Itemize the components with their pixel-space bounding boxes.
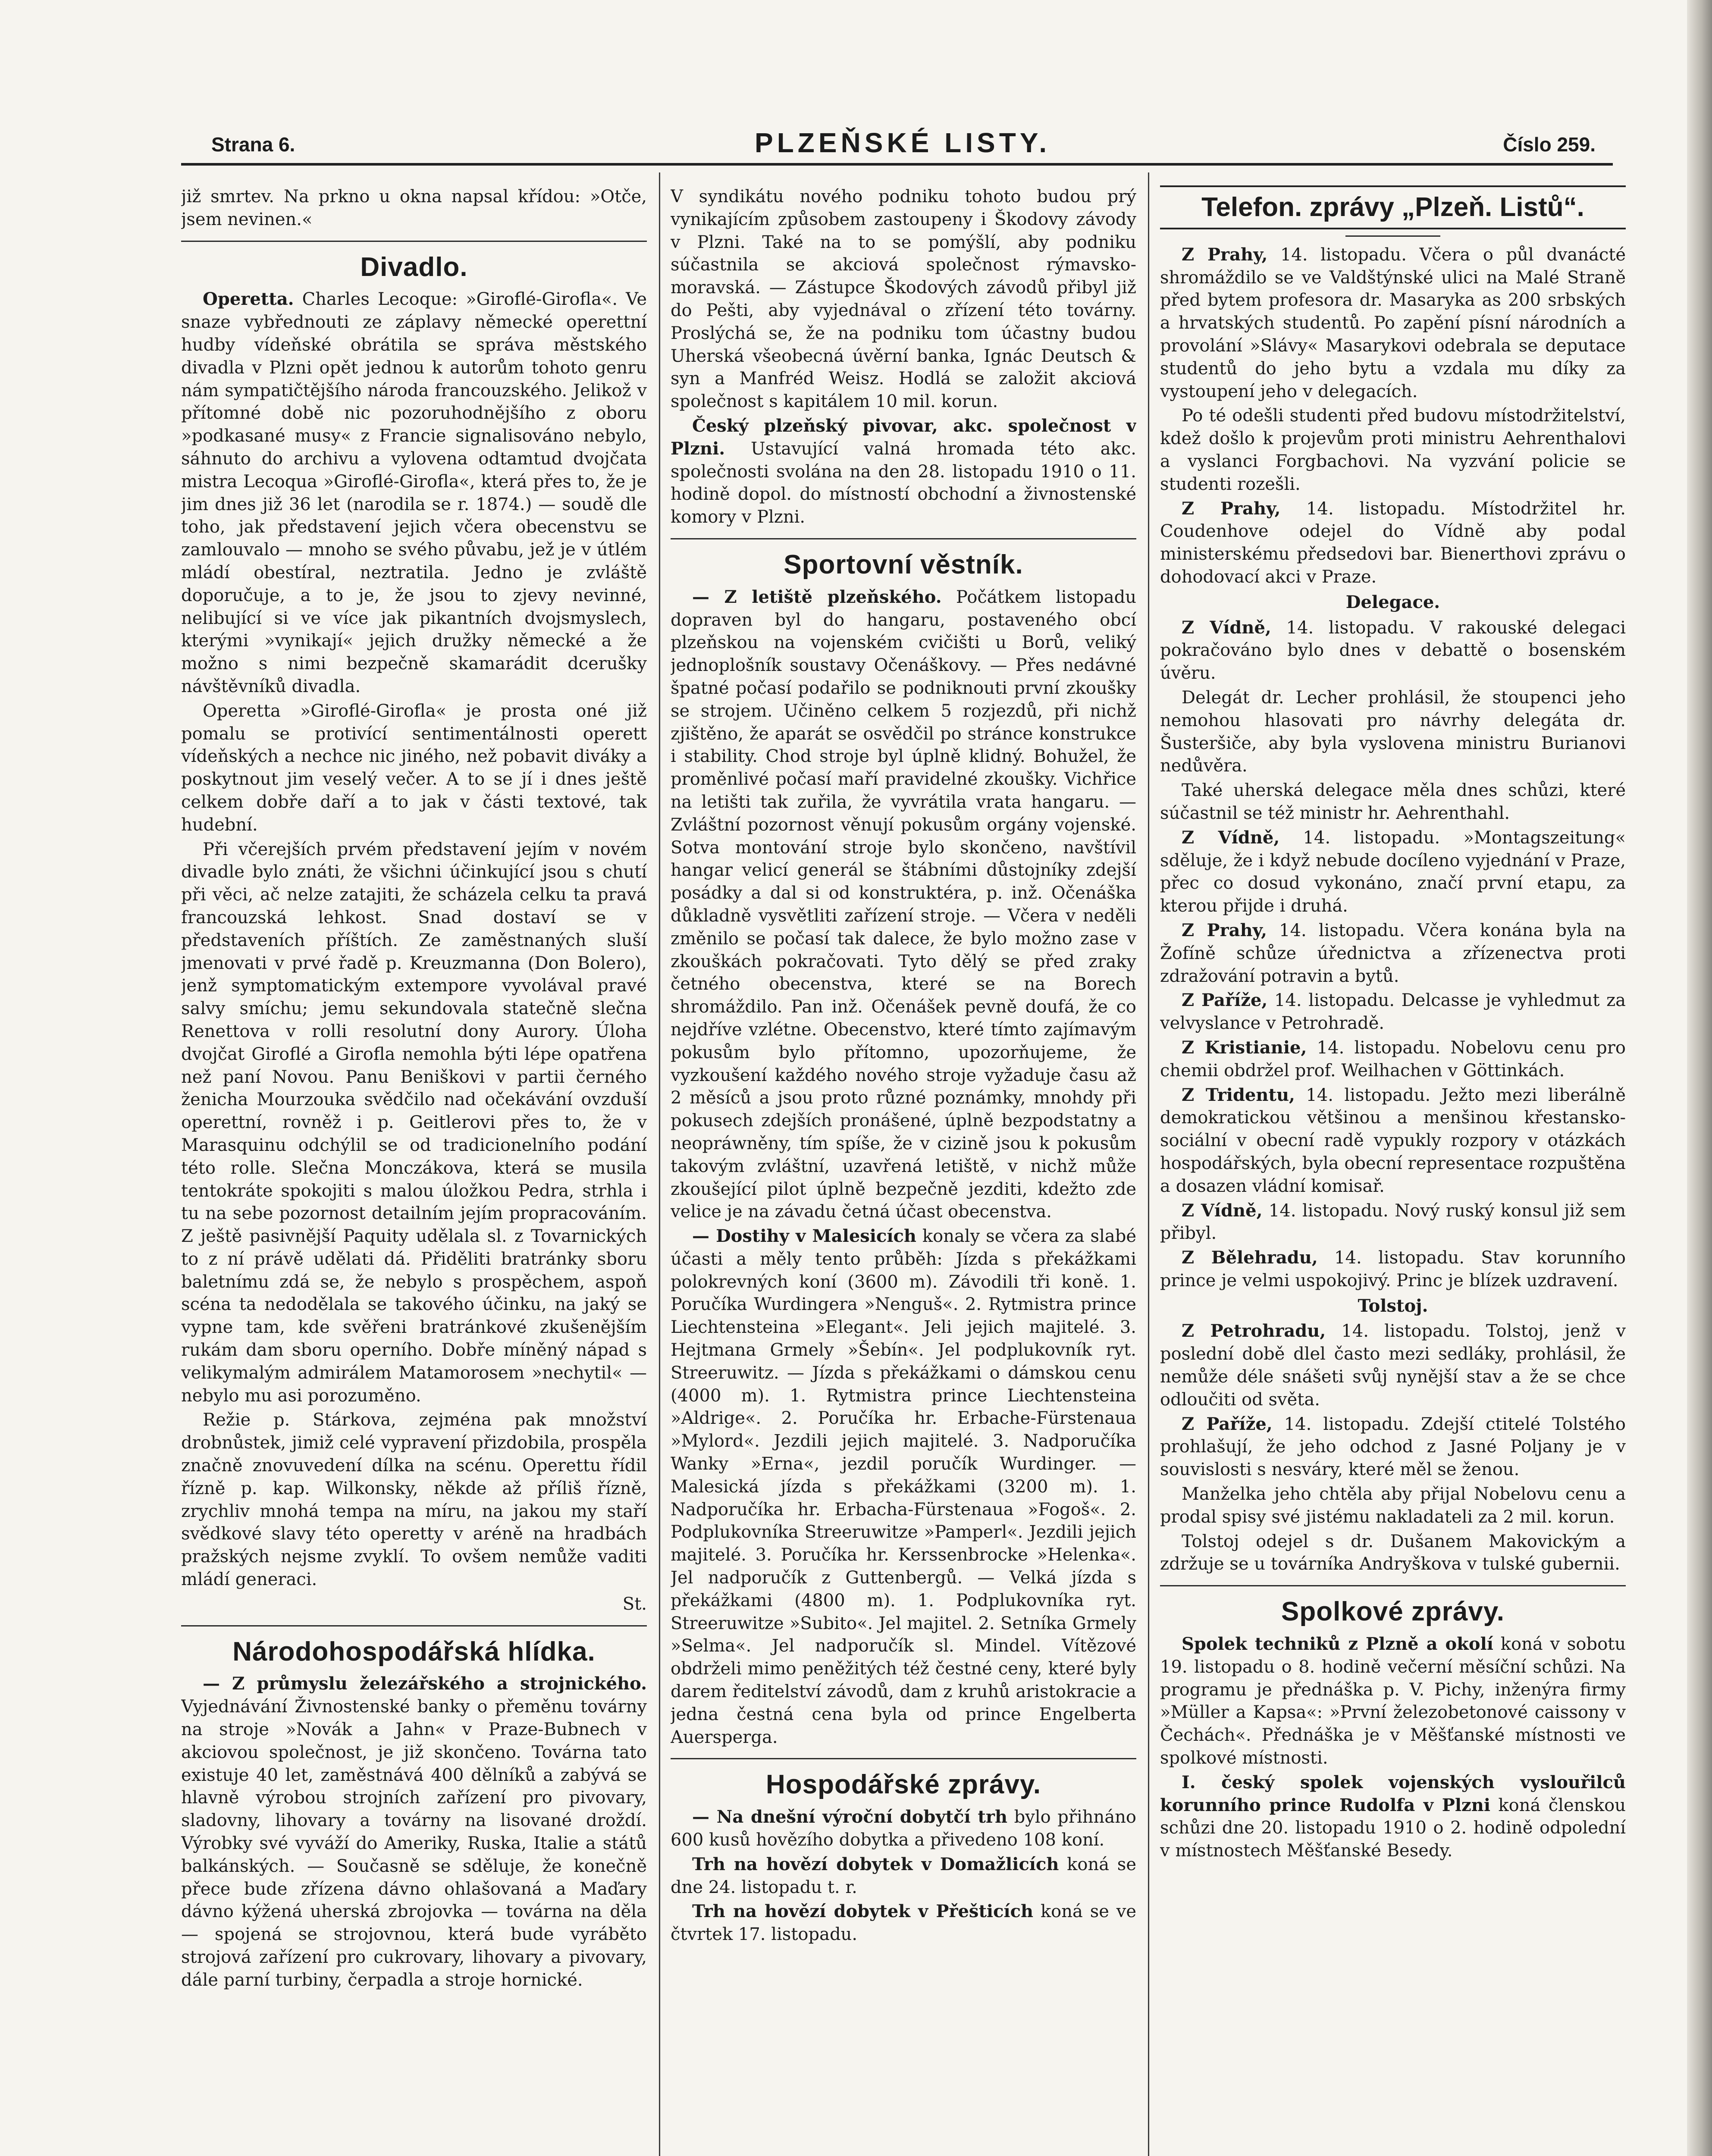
news-item: Manželka jeho chtěla aby přijal Nobelovu cenu a prodal spisy své jistému nakladateli za 2 mil. korun. (1160, 1484, 1626, 1527)
news-item: Také uherská delegace měla dnes schůzi, které súčastnil se též ministr hr. Aehrenthahl. (1160, 780, 1626, 823)
article-lead: — Z průmyslu železářského a strojnického. (203, 1673, 647, 1694)
news-item: Po té odešli studenti před budovu místodržitelství, kdež došlo k projevům proti ministru Aehrenthalovi a vyslanci Forgbachovi. Na vyzvání policie se studenti rozešli. (1160, 406, 1626, 494)
article-paragraph: Trh na hovězí dobytek v Domažlicích koná se dne 24. listopadu t. r. (671, 1854, 1136, 1897)
news-item: Z Prahy, 14. listopadu. Místodržitel hr. Coudenhove odejel do Vídně aby podal ministerskému předsedovi bar. Bienerthovi zprávu o dohodovací akci v Praze. (1160, 498, 1626, 587)
news-item: Tolstoj odejel s dr. Dušanem Makovickým a zdržuje se u továrníka Andryškova v tulské gubernii. (1160, 1531, 1626, 1574)
article-lead: Trh na hovězí dobytek v Domažlicích (692, 1854, 1059, 1874)
article-paragraph: Český plzeňský pivovar, akc. společnost v Plzni. Ustavující valná hromada této akc. společnosti svolána na den 28. listopadu 1910 o 11. hodině dopol. do místností obchodní a živnostenské komory v Plzni. (671, 415, 1136, 527)
news-item: Z Kristianie, 14. listopadu. Nobelovu cenu pro chemii obdržel prof. Weilhachen v Göttinkách. (1160, 1037, 1626, 1081)
subheading-delegace: Delegace. (1345, 592, 1440, 612)
news-item: Delegát dr. Lecher prohlásil, že stoupenci jeho nemohou hlasovati pro návrhy delegáta dr. Šusteršiče, aby byla vyslovena ministru Burianovi nedůvěra. (1160, 687, 1626, 776)
article-paragraph: Operetta »Giroflé-Girofla« je prosta oné již pomalu se protivící sentimentálnosti operett vídeňských a nechce nic jiného, než pobavit diváky a poskytnout jim veselý večer. A to se jí i dnes ještě celkem dobře daří a to jak v části textové, tak hudební. (181, 701, 647, 835)
article-lead: Trh na hovězí dobytek v Přešticích (692, 1901, 1034, 1922)
news-dateline: Z Petrohradu, (1182, 1321, 1326, 1341)
news-item: Z Vídně, 14. listopadu. Nový ruský konsul již sem přibyl. (1160, 1200, 1626, 1244)
article-continuation: již smrtev. Na prkno u okna napsal křídou: »Otče, jsem nevinen.« (181, 187, 647, 229)
news-item: Z Vídně, 14. listopadu. V rakouské delegaci pokračováno bylo dnes v debattě o bosenském úvěru. (1160, 617, 1626, 683)
column-1 (181, 185, 647, 2156)
section-heading-sport: Sportovní věstník. (784, 549, 1023, 580)
news-dateline: Z Kristianie, (1182, 1037, 1307, 1058)
section-rule (671, 538, 1136, 539)
section-heading-divadlo: Divadlo. (360, 252, 468, 282)
article-paragraph: Operetta. Charles Lecoque: »Giroflé-Girofla«. Ve snaze vybřednouti ze záplavy německé operettní hudby vídeňské obrátila se správa městského divadla v Plzni opět jednou k autorům tohoto genru nám sympatičtějšího národa francouzského. Jelikož v přítomné době nic pozoruhodnějšího z oboru »podkasané musy« z Francie signalisováno nebylo, sáhnuto do archivu a vylovena odtamtud dvojčata mistra Lecoqua »Giroflé-Girofla«, která přes to, že je jim dnes již 36 let (narodila se r. 1874.) — soudě dle toho, jak představení jejich včera obecenstvu se zamlouvalo — mnoho se svého půvabu, jež je v útlém mládí obestíral, neztratila. Jedno je zvláště doporučuje, a to je, že jsou to zjevy nevinné, nelibující si ve více jak pikantních dvojsmyslech, kterými »vynikají« jejich družky německé a že možno s nimi bezpečně skamarádit dcerušky návštěvníků divadla. (181, 289, 647, 696)
news-dateline: Z Prahy, (1182, 244, 1268, 265)
section-heading-telefon: Telefon. zprávy „Plzeň. Listů“. (1160, 185, 1626, 229)
short-rule (1345, 235, 1440, 237)
masthead (181, 129, 1604, 164)
article-lead: — Dostihy v Malesicích (692, 1226, 916, 1247)
news-item: Z Tridentu, 14. listopadu. Ježto mezi liberálně demokratickou většinou a menšinou křestansko-sociální v obecní radě vypukly rozpory v otázkách hospodářských, byla obecní representace rozpuštěna a dosazen vládní komisař. (1160, 1084, 1626, 1196)
article-lead: — Na dnešní výroční dobytčí trh (692, 1807, 1008, 1827)
article-lead: — Z letiště plzeňského. (692, 586, 942, 607)
news-dateline: Z Vídně, (1182, 617, 1271, 638)
article-paragraph: — Na dnešní výroční dobytčí trh bylo přihnáno 600 kusů hovězího dobytka a přivedeno 108 koní. (671, 1807, 1136, 1850)
news-item: Z Prahy, 14. listopadu. Včera konána byla na Žofíně schůze úřednictva a zřízenectva proti zdražování potravin a bytů. (1160, 920, 1626, 986)
section-rule (181, 241, 647, 242)
news-dateline: Z Paříže, (1182, 1413, 1273, 1434)
section-heading-hospodarske: Hospodářské zprávy. (765, 1770, 1041, 1800)
column-divider (659, 172, 660, 2156)
column-2 (671, 185, 1136, 2156)
news-item: Z Prahy, 14. listopadu. Včera o půl dvanácté shromáždilo se ve Valdštýnské ulici na Malé Straně před bytem profesora dr. Masaryka as 200 srbských a hrvatských studentů. Po zapění písní národních a provolání »Slávy« Masarykovi odebrala se deputace studentů do jeho bytu a vzdala mu díky za vystoupení jeho v delegacích. (1160, 244, 1626, 401)
article-paragraph: — Z průmyslu železářského a strojnického. Vyjednávání Živnostenské banky o přeměnu továrny na stroje »Novák a Jahn« v Praze-Bubnech v akciovou společnost, je již skončeno. Továrna tato existuje 40 let, zaměstnává 400 dělníků a zabývá se hlavně výrobou strojních zařízení pro pivovary, sladovny, lihovary a továrny na lisované droždí. Výrobky své vyváží do Ameriky, Ruska, Italie a států balkánských. — Současně se sděluje, že konečně přece bude zřízena dávno ohlašovaná a Maďary dávno kýžená uherská zbrojovka — továrna na děla — spojená se strojovnou, která bude vyrábětо strojová zařízení pro cukrovary, lihovary a pivovary, dále parní turbiny, čerpadla a stroje hornické. (181, 1673, 647, 1990)
article-paragraph: V syndikátu nového podniku tohoto budou prý vynikajícím způsobem zastoupeny i Škodovy závody v Plzni. Také na to se pomýšlí, aby podniku súčastnila se akciová společnost rýmavsko-moravská. — Zástupce Škodových závodů přibyl již do Pešti, aby vyjednával o zřízení této továrny. Proslýchá se, že na podniku tom účastny budou Uherská všeobecná úvěrní banka, Ignác Deutsch & syn a Manfréd Weisz. Hodlá se založit akciová společnost s kapitálem 10 mil. korun. (671, 187, 1136, 412)
news-dateline: Z Tridentu, (1182, 1084, 1295, 1105)
news-item: Z Bělehradu, 14. listopadu. Stav korunního prince je velmi uspokojivý. Princ je blízek uzdravení. (1160, 1247, 1626, 1291)
section-rule (671, 1758, 1136, 1759)
news-item: Z Vídně, 14. listopadu. »Montagszeitung« sděluje, že i když nebude docíleno vyjednání v Praze, přec co dosud vykonáno, značí první etapu, za kterou přijde i druhá. (1160, 827, 1626, 916)
article-paragraph: Režie p. Stárkova, zejména pak množství drobnůstek, jimiž celé vypravení přizdobila, prospěla značně znovuvedení dílka na scénu. Operettu řídil řízně p. kap. Wilkonsky, někde až příliš řízně, zrychliv mnohá tempa na míru, na jakou my staří svědkové slavy této operetty v aréně na hradbách pražských nejsme zvyklí. To ovšem nemůže vaditi mládí generaci. (181, 1410, 647, 1590)
article-paragraph: — Dostihy v Malesicích konaly se včera za slabé účasti a měly tento průběh: Jízda s překážkami polokrevných koní (3600 m). Závodili tři koně. 1. Poručíka Wurdingera »Nenguš«. 2. Rytmistra prince Liechtensteina »Elegant«. Jeli jejich majitelé. 3. Hejtmana Grmely »Šebín«. Jel podplukovník ryt. Streeruwitz. — Jízda s překážkami o dámskou cenu (4000 m). 1. Rytmistra prince Liechtensteina »Aldrige«. 2. Poručíka hr. Erbache-Fürstenaua »Mylord«. Jezdili jejich majitelé. 3. Nadporučíka Wanky »Erna«, jezdil poručík Wurdinger. — Malesická jízda s překážkami (3200 m). 1. Nadporučíka hr. Erbacha-Fürstenaua »Fogoš«. 2. Podplukovníka Streeruwitze »Pamperl«. Jezdili jejich majitelé. 3. Poručíka hr. Kerssenbrocke »Helenka«. Jel nadporučík z Guttenbergů. — Velká jízda s překážkami (4800 m). 1. Podplukovníka ryt. Streeruwitze »Subito«. Jel majitel. 2. Setníka Grmely »Selma«. Jel nadporučík sl. Mindel. Vítězové obdrželi mimo peněžitých též čestné ceny, které byly darem ředitelství závodů, dam z kruhů aristokracie a jedna čestná cena byla od prince Engelberta Auerspergа. (671, 1226, 1136, 1747)
column-divider (1148, 172, 1149, 2156)
article-paragraph: — Z letiště plzeňského. Počátkem listopadu dopraven byl do hangaru, postaveného obcí plzeňskou na vojenském cvičišti u Borů, veliký jednoplošník soustavy Očenáškovy. — Přes nedávné špatné počasí podařilo se podniknouti první zkoušky se strojem. Učiněno celkem 5 rozjezdů, při nichž zjištěno, že aparát se osvědčil po stránce konstrukce i stability. Chod stroje byl úplně klidný. Bohužel, že proměnlivé počasí maří pravidelné zkoušky. Vichřice na letišti tak zuřila, že vyvrátila vrata hangaru. — Zvláštní pozornost věnují pokusům orgány vojenské. Sotva montování stroje bylo skončeno, navštívil hangar velicí generál se štábními důstojníky zdejší posádky a dal si od konstruktéra, p. inž. Očenáška důkladně vysvětliti zařízení stroje. — Včera v neděli změnilo se počasí tak dalece, že bylo možno zase v zkouškách pokračovati. Tyto dělý se před zraky četného obecenstva, které se na Borech shromáždilo. Pan inž. Očenášek pevně doufá, že co nejdříve vzlétne. Obecenstvo, které tímto zajímavým pokusům bylo přítomno, upozorňujeme, že vyzkoušení každého nového stroje vyžaduje času až 2 měsíců a jsou proto různé poznámky, mnohdy při pokusech zdejších pronášené, úplně bezpodstatny a neopráwněny, tím spíše, že v cizině jsou k pokusům takovým zvláštní, uzavřená letiště, v nichž může zkoušející pilot úplně bezpečně jezditi, kdežto zde velice je na závadu četná účast obecenstva. (671, 586, 1136, 1222)
article-lead: Český plzeňský pivovar, akc. společnost v Plzni. (671, 415, 1136, 459)
column-3 (1160, 185, 1626, 2156)
section-heading-narodohospodarska: Národohospodářská hlídka. (232, 1636, 596, 1667)
news-dateline: Z Paříže, (1182, 990, 1268, 1011)
subheading-tolstoj: Tolstoj. (1358, 1295, 1428, 1316)
news-item: Z Paříže, 14. listopadu. Delcasse je vyhledmut za velvyslance v Petrohradě. (1160, 990, 1626, 1034)
news-dateline: Spolek techniků z Plzně a okolí (1182, 1634, 1493, 1655)
article-paragraph: Při včerejších prvém představení jejím v novém divadle bylo znáti, že všichni účinkující jsou s chutí při věci, ač nelze zatajiti, že scházela celku ta pravá francouzská lehkost. Snad dostaví se v představeních příštích. Ze zaměstnaných sluší jmenovati v prvé řadě p. Kreuzmanna (Don Bolero), jenž symptomatickým extempore vyvolával pravé salvy smíchu; jemu sekundovala statečně slečna Renettova v rolli resolutní dony Aurory. Úloha dvojčat Giroflé a Girofla nemohla býti lépe opatřena než paní Novou. Panu Beniškovi v partii černého ženicha Mourzouka svědčilo nad očekávání ovzduší operettní, rovněž i p. Geitlerovi přes to, že v Marasquinu odchýlil se od tradicionelního podání této rolle. Slečna Monczákova, která se musila tentokráte spokojiti s malou úložkou Pedra, strhla i tu na sebe pozornost detailním jejím propracováním. Z ještě pasivnější Paquity udělala sl. z Tovarnických to z ní právě udělati dá. Přiděliti bratránky sboru baletnímu zdá se, že nebylo s prospěchem, aspoň scéna ta nedodělala se takového účinku, na jaký se vypne tam, kde svěřeni bratránkové zkušenějším rukám dam sboru operního. Dobře míněný nápad s velikymalým admirálem Matamorosem »nechytil« — nebylo mu asi porozuměno. (181, 839, 647, 1406)
news-dateline: I. český spolek vojenských vyslouřilců korunního prince Rudolfa v Plzni (1160, 1772, 1626, 1815)
masthead-rule (181, 163, 1613, 166)
page-spine-shadow (1687, 0, 1712, 2156)
issue-number: Číslo 259. (1503, 133, 1596, 156)
section-rule (181, 1625, 647, 1626)
newspaper-title: PLZEŇSKÉ LISTY. (755, 127, 1051, 158)
news-item: Spolek techniků z Plzně a okolí koná v sobotu 19. listopadu o 8. hodině večerní měsíční schůzi. Na programu je přednáška p. V. Pichy, inženýra firmy »Müller a Kapsa«: »První železobetonové caissony v Čechách«. Přednáška je v Měšťanské místnosti ve spolkové místnosti. (1160, 1634, 1626, 1768)
section-rule (1160, 1585, 1626, 1586)
news-item: Z Petrohradu, 14. listopadu. Tolstoj, jenž v poslední době dlel často mezi sedláky, prohlásil, že nemůže déle snášeti svůj nynější stav a že se chce odloučiti od světa. (1160, 1321, 1626, 1410)
news-dateline: Z Vídně, (1182, 827, 1280, 848)
article-paragraph: Trh na hovězí dobytek v Přešticích koná se ve čtvrtek 17. listopadu. (671, 1901, 1136, 1945)
page-label: Strana 6. (211, 133, 295, 156)
section-heading-spolkove: Spolkové zprávy. (1281, 1597, 1505, 1627)
news-dateline: Z Prahy, (1182, 920, 1267, 940)
news-dateline: Z Vídně, (1182, 1200, 1263, 1221)
article-lead: Operetta. (203, 289, 294, 310)
news-dateline: Z Bělehradu, (1182, 1247, 1318, 1268)
news-item: I. český spolek vojenských vyslouřilců korunního prince Rudolfa v Plzni koná členskou schůzi dne 20. listopadu 1910 o 2. hodině odpolední v místnostech Měšťanské Besedy. (1160, 1772, 1626, 1861)
article-signature: St. (622, 1594, 647, 1614)
news-dateline: Z Prahy, (1182, 498, 1281, 519)
news-item: Z Paříže, 14. listopadu. Zdejší ctitelé Tolstého prohlašují, že jeho odchod z Jasné Poljany je v souvislosti s nesváry, které měl se ženou. (1160, 1413, 1626, 1480)
